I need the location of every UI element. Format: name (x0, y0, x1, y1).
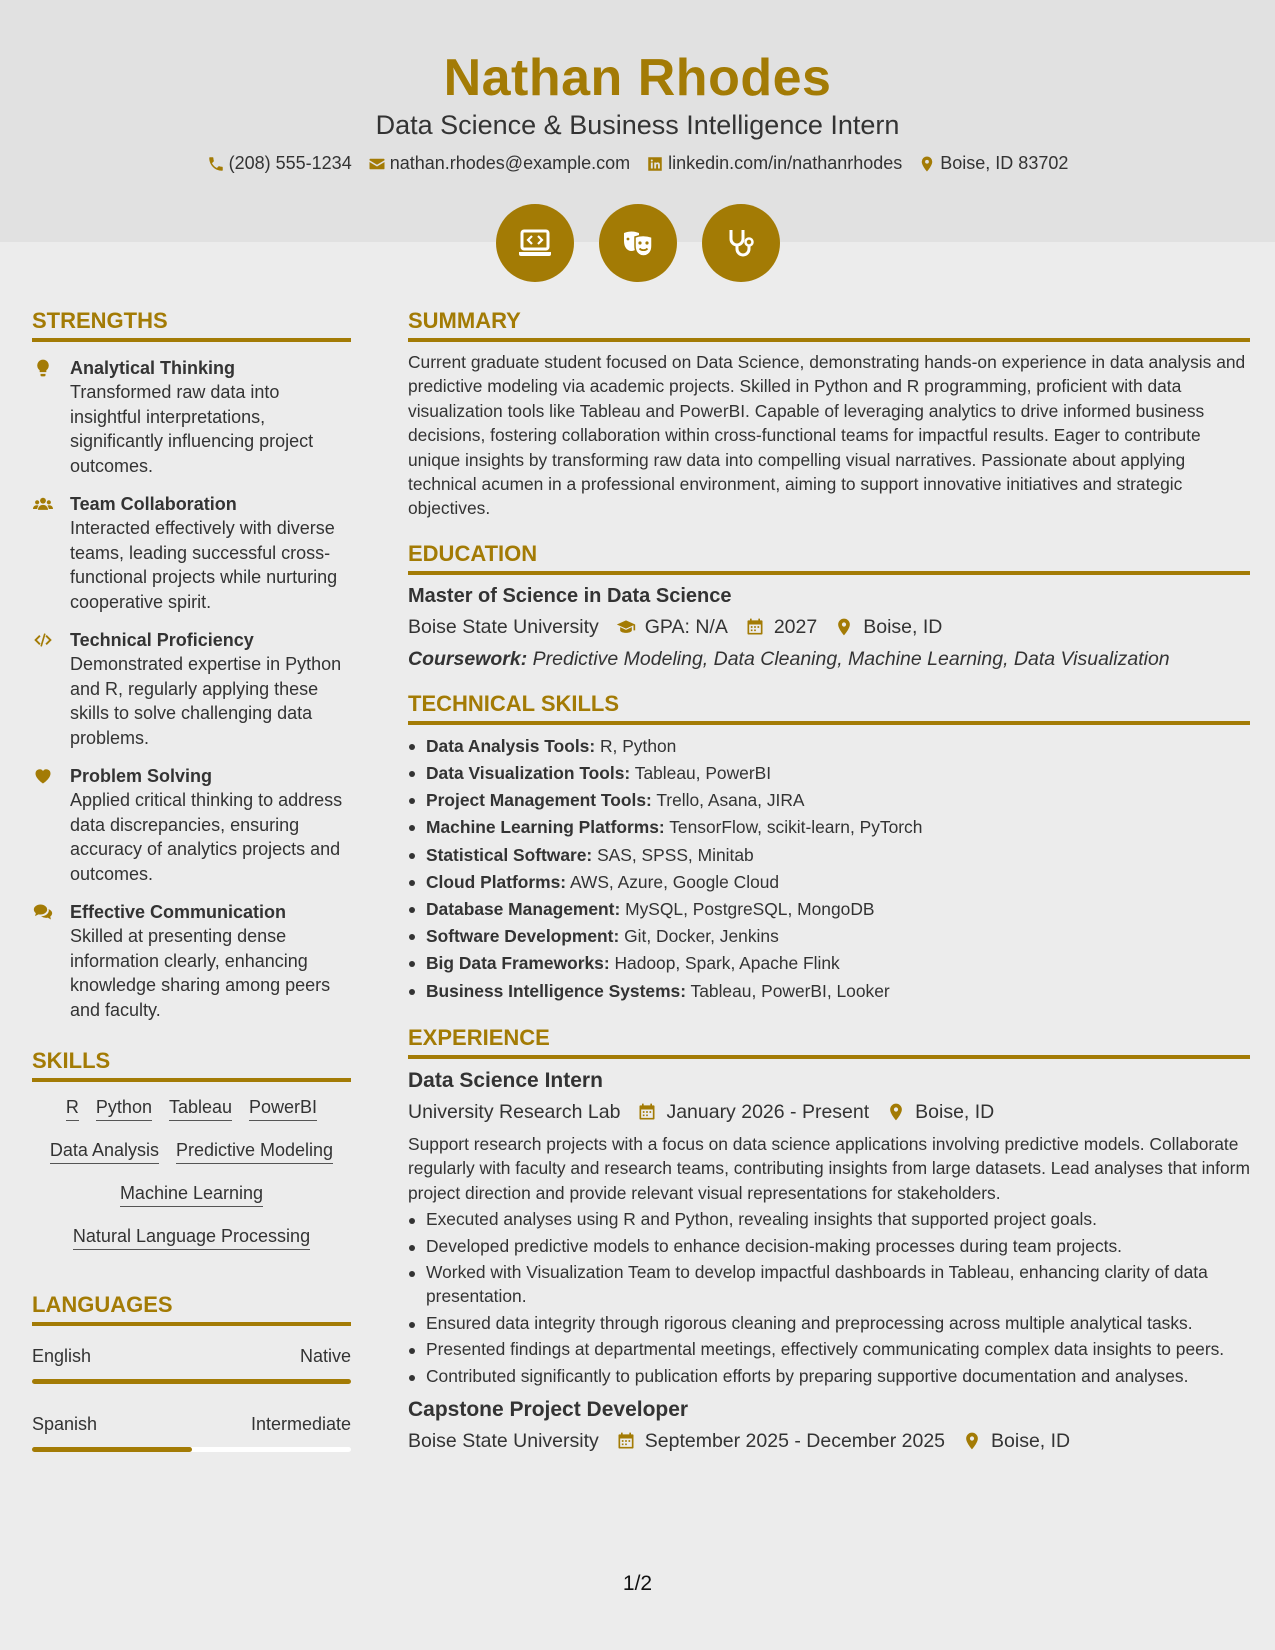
technical-skills-heading: TECHNICAL SKILLS (408, 691, 1250, 725)
right-column (408, 308, 1250, 1453)
language-item (32, 1414, 351, 1452)
strength-item (32, 356, 351, 478)
skill-chip: R (66, 1096, 79, 1121)
skill-chip: Data Analysis (50, 1139, 159, 1164)
job-meta (408, 1430, 1250, 1453)
list-item (426, 978, 1250, 1005)
skill-chip-row (32, 1139, 351, 1164)
skill-value: SAS, SPSS, Minitab (597, 844, 754, 865)
stethoscope-icon (721, 223, 761, 263)
list-item (426, 923, 1250, 950)
list-item (426, 950, 1250, 977)
map-pin-icon (918, 155, 936, 173)
left-column (32, 308, 351, 1452)
language-level-bar (32, 1379, 351, 1384)
list-item: Ensured data integrity through rigorous cleaning and preprocessing across multiple analytical tasks. (426, 1311, 1250, 1335)
skill-chip: Predictive Modeling (176, 1139, 333, 1164)
calendar-icon (744, 617, 766, 637)
skill-value: Git, Docker, Jenkins (624, 926, 779, 947)
strength-title: Problem Solving (70, 766, 213, 786)
job-description: Support research projects with a focus on data science applications involving predictive models. Collaborate regularly with faculty and research teams, contributing insights from large datasets. Lead analyses that inform project direction and provide relevant visual representations for stakeholders. (408, 1133, 1250, 1203)
coursework (408, 648, 1250, 671)
strength-title: Team Collaboration (70, 494, 237, 514)
coursework-list: Predictive Modeling, Data Cleaning, Machine Learning, Data Visualization (532, 647, 1170, 670)
list-item: Executed analyses using R and Python, revealing insights that supported project goals. (426, 1207, 1250, 1231)
skill-label: Data Visualization Tools: (426, 763, 631, 784)
contact-email[interactable] (368, 153, 630, 174)
page-number: 1/2 (622, 1572, 653, 1595)
linkedin-text: linkedin.com/in/nathanrhodes (668, 153, 903, 173)
summary-text: Current graduate student focused on Data Science, demonstrating hands-on experience in data analysis and predictive modeling via academic projects. Skilled in Python and R programming, proficient with data visualization tools like Tableau and PowerBI. Capable of leveraging analytics to drive informed business decisions, fostering collaboration within cross-functional teams for impactful results. Eager to contribute unique insights by transforming raw data into compelling visual narratives. Passionate about applying technical acumen in a professional environment, aiming to support innovative initiatives and strategic objectives. (408, 352, 1246, 519)
skills-heading: SKILLS (32, 1048, 351, 1082)
skill-value: TensorFlow, scikit-learn, PyTorch (669, 817, 923, 838)
job-bullets (408, 1207, 1250, 1388)
language-level-fill (32, 1447, 192, 1452)
skill-value: R, Python (599, 735, 677, 756)
linkedin-icon (646, 155, 664, 173)
language-level: Intermediate (250, 1414, 351, 1434)
strength-desc: Transformed raw data into insightful interpretations, significantly influencing project outcomes. (70, 382, 314, 476)
skill-chip: Tableau (169, 1096, 232, 1121)
masks-theater-icon (618, 223, 658, 263)
list-item: Presented findings at departmental meetings, effectively communicating complex data insights to peers. (426, 1337, 1250, 1361)
coursework-label: Coursework: (408, 647, 528, 670)
job-title: Data Science Intern (408, 1068, 603, 1092)
skill-chip-row (32, 1225, 351, 1250)
graduation-cap-icon (615, 617, 637, 637)
skill-label: Database Management: (426, 899, 621, 920)
language-level-bar (32, 1447, 351, 1452)
list-item: Contributed significantly to publication efforts by preparing supportive documentation and analyses. (426, 1364, 1250, 1388)
education-location: Boise, ID (863, 615, 943, 638)
list-item: Developed predictive models to enhance decision-making processes during team projects. (426, 1234, 1250, 1258)
candidate-name: Nathan Rhodes (443, 49, 832, 107)
graduation-year: 2027 (773, 615, 818, 638)
strength-title: Effective Communication (70, 902, 287, 922)
language-level-fill (32, 1379, 351, 1384)
stethoscope-badge (702, 204, 780, 282)
list-item (426, 869, 1250, 896)
job-dates: September 2025 - December 2025 (644, 1429, 946, 1452)
degree-title: Master of Science in Data Science (408, 584, 732, 607)
skill-label: Business Intelligence Systems: (426, 980, 686, 1001)
technical-skills-list (408, 733, 1250, 1005)
strength-item (32, 492, 351, 614)
phone-text: (208) 555-1234 (228, 153, 352, 173)
location-text: Boise, ID 83702 (940, 153, 1069, 173)
job-org: Boise State University (408, 1429, 599, 1452)
list-item: Worked with Visualization Team to develop impactful dashboards in Tableau, enhancing clarity of data presentation. (426, 1260, 1250, 1309)
language-level: Native (299, 1346, 351, 1366)
strength-desc: Interacted effectively with diverse teams, leading successful cross-functional projects while nurturing cooperative spirit. (70, 518, 338, 612)
envelope-icon (368, 155, 386, 173)
strength-item (32, 900, 351, 1022)
contact-location (918, 153, 1068, 174)
skill-chip: PowerBI (249, 1096, 317, 1121)
job-location: Boise, ID (915, 1100, 995, 1123)
skill-chip-row (32, 1182, 351, 1207)
users-icon (32, 494, 54, 514)
job-location: Boise, ID (991, 1429, 1071, 1452)
skill-value: Trello, Asana, JIRA (656, 790, 805, 811)
skill-value: MySQL, PostgreSQL, MongoDB (625, 899, 875, 920)
job-meta (408, 1101, 1250, 1124)
skill-value: Tableau, PowerBI, Looker (690, 980, 890, 1001)
skill-value: Hadoop, Spark, Apache Flink (614, 953, 840, 974)
strength-desc: Demonstrated expertise in Python and R, regularly applying these skills to solve challenging data problems. (70, 654, 342, 748)
candidate-title: Data Science & Business Intelligence Intern (375, 110, 900, 140)
gpa-text: GPA: N/A (644, 615, 728, 638)
map-pin-icon (961, 1431, 983, 1451)
laptop-code-icon (515, 223, 555, 263)
map-pin-icon (885, 1102, 907, 1122)
strength-desc: Skilled at presenting dense information clearly, enhancing knowledge sharing among peers and faculty. (70, 926, 331, 1020)
job-dates: January 2026 - Present (666, 1100, 870, 1123)
job-title: Capstone Project Developer (408, 1397, 689, 1421)
list-item (426, 760, 1250, 787)
languages-heading: LANGUAGES (32, 1292, 351, 1326)
list-item (426, 896, 1250, 923)
school-name: Boise State University (408, 615, 599, 638)
skills-chips (32, 1096, 351, 1250)
skill-label: Data Analysis Tools: (426, 735, 596, 756)
language-name: Spanish (32, 1414, 98, 1434)
comments-icon (32, 902, 54, 922)
strength-item (32, 764, 351, 886)
skill-chip: Natural Language Processing (73, 1225, 310, 1250)
skill-label: Project Management Tools: (426, 790, 652, 811)
skill-chip-row (32, 1096, 351, 1121)
interest-badges (0, 204, 1275, 282)
experience-heading: EXPERIENCE (408, 1025, 1250, 1059)
calendar-icon (636, 1102, 658, 1122)
strength-title: Technical Proficiency (70, 630, 254, 650)
list-item (426, 787, 1250, 814)
email-text: nathan.rhodes@example.com (389, 153, 631, 173)
masks-theater-badge (599, 204, 677, 282)
contact-phone[interactable] (207, 153, 352, 174)
skill-value: Tableau, PowerBI (634, 763, 772, 784)
language-item (32, 1346, 351, 1384)
code-icon (32, 630, 54, 650)
strength-desc: Applied critical thinking to address data discrepancies, ensuring accuracy of analytics projects and outcomes. (70, 790, 343, 884)
skill-value: AWS, Azure, Google Cloud (569, 871, 780, 892)
strength-item (32, 628, 351, 750)
skill-label: Machine Learning Platforms: (426, 817, 665, 838)
contact-linkedin[interactable] (646, 153, 902, 174)
strengths-heading: STRENGTHS (32, 308, 351, 342)
contact-bar (0, 153, 1275, 174)
strength-title: Analytical Thinking (70, 358, 236, 378)
education-heading: EDUCATION (408, 541, 1250, 575)
skill-chip: Machine Learning (120, 1182, 263, 1207)
list-item (426, 814, 1250, 841)
skill-label: Cloud Platforms: (426, 871, 567, 892)
skill-label: Big Data Frameworks: (426, 953, 610, 974)
summary-heading: SUMMARY (408, 308, 1250, 342)
skill-label: Software Development: (426, 926, 620, 947)
phone-icon (207, 155, 225, 173)
laptop-code-badge (496, 204, 574, 282)
language-name: English (32, 1346, 92, 1366)
heart-icon (32, 766, 54, 786)
map-pin-icon (833, 617, 855, 637)
skill-label: Statistical Software: (426, 844, 593, 865)
calendar-icon (615, 1431, 637, 1451)
list-item (426, 842, 1250, 869)
education-meta (408, 616, 1250, 639)
job-org: University Research Lab (408, 1100, 621, 1123)
lightbulb-icon (32, 358, 54, 378)
list-item (426, 733, 1250, 760)
skill-chip: Python (96, 1096, 152, 1121)
